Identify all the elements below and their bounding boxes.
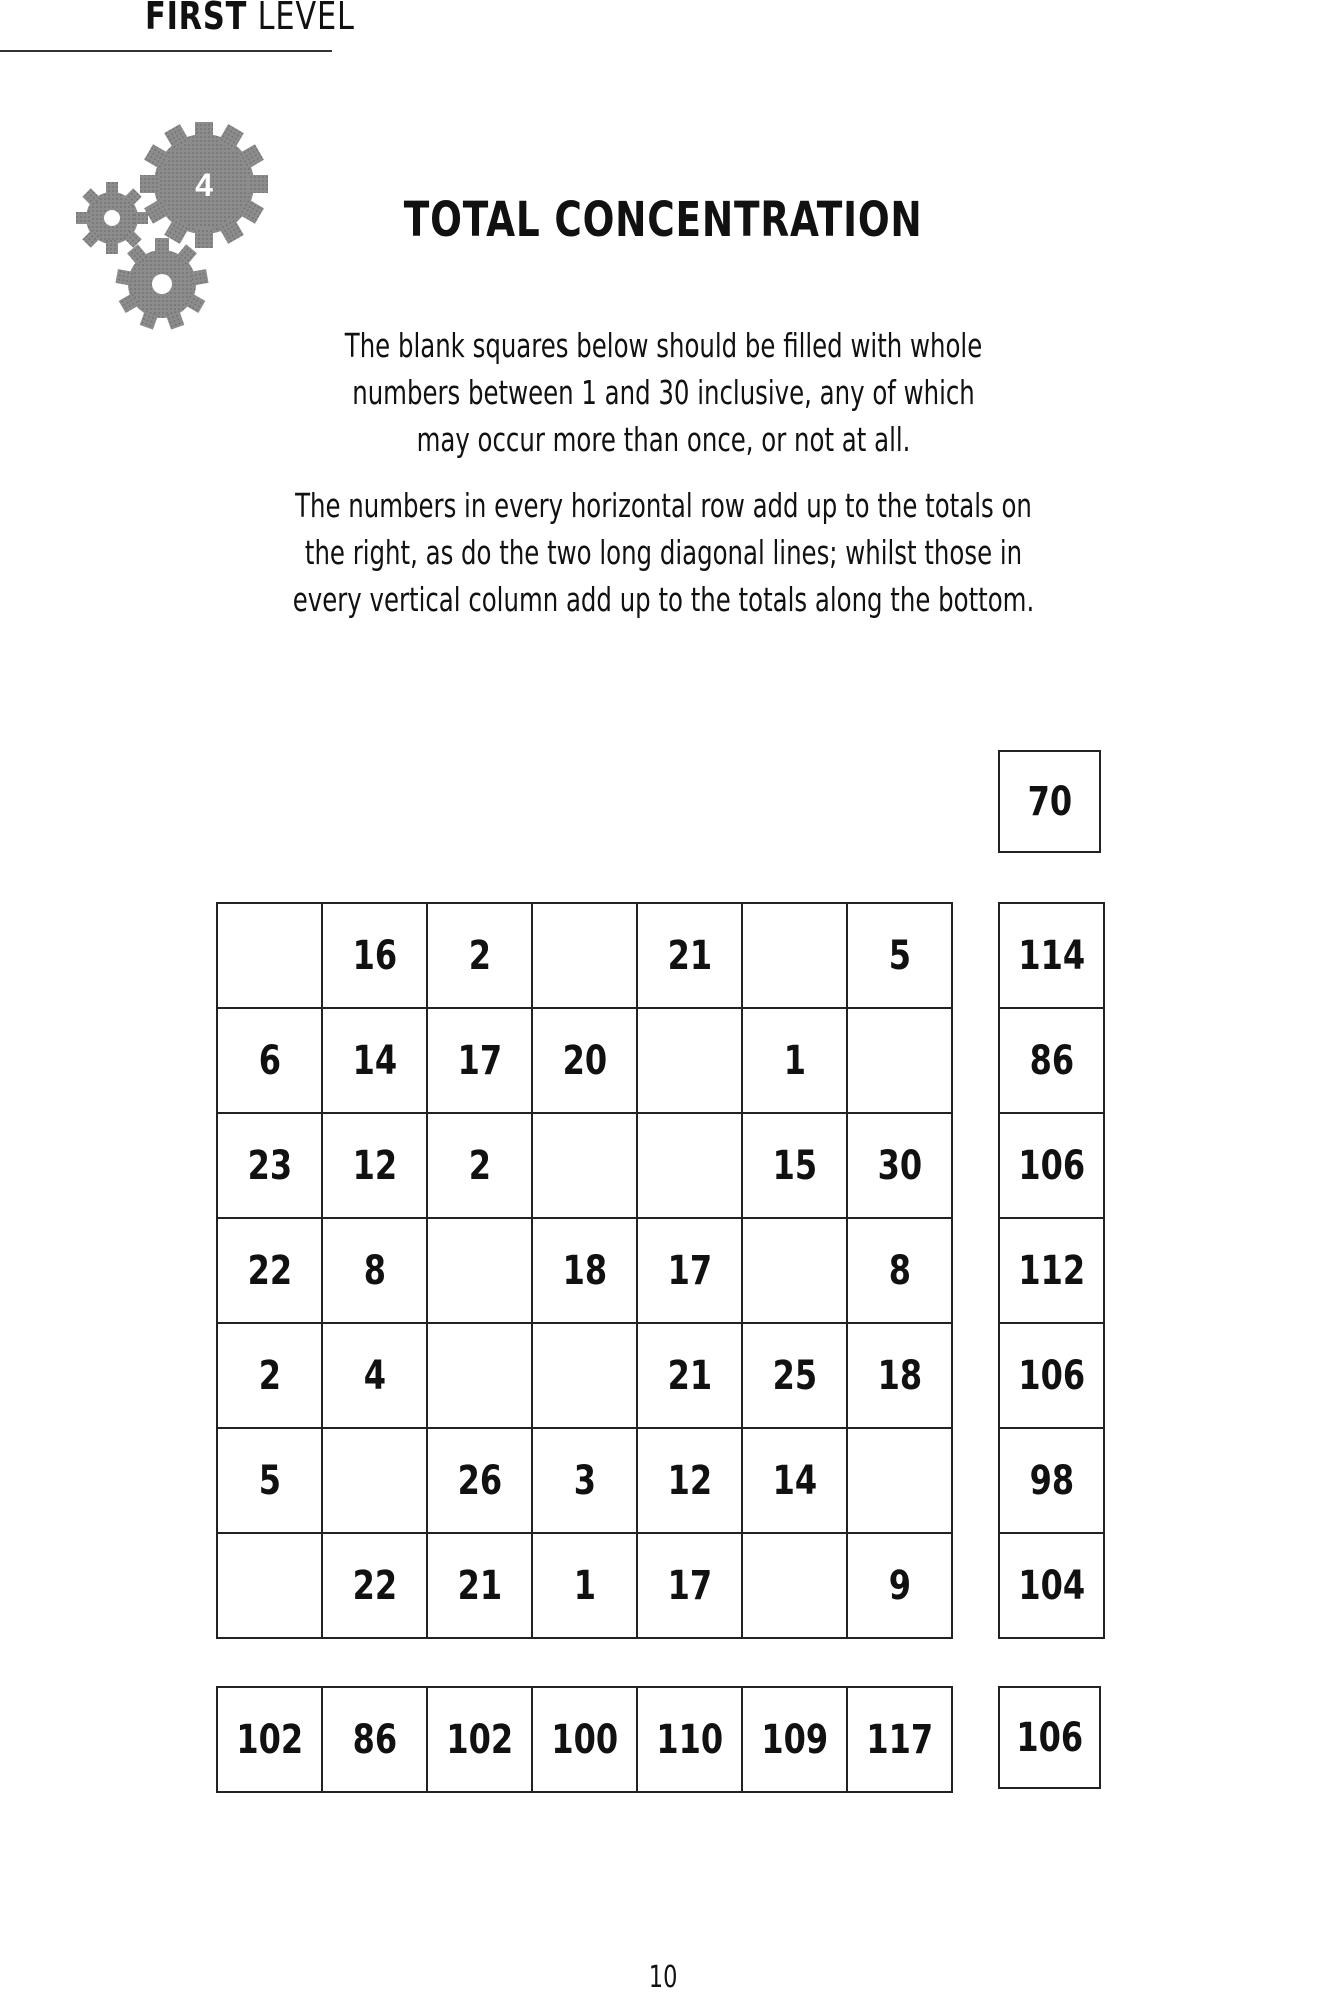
grid-cell[interactable] — [637, 1113, 742, 1218]
page-number: 10 — [649, 1960, 678, 1995]
grid-cell[interactable]: 22 — [217, 1218, 322, 1323]
column-total: 102 — [427, 1687, 532, 1792]
puzzle-title: TOTAL CONCENTRATION — [403, 192, 923, 248]
row-total: 114 — [999, 903, 1104, 1008]
grid-row — [217, 1008, 952, 1113]
grid-cell[interactable]: 4 — [322, 1323, 427, 1428]
instructions-paragraph-2 — [0, 482, 1327, 623]
level-label-light: LEVEL — [257, 0, 355, 38]
diagonal-total-bottom: 106 — [998, 1686, 1101, 1789]
grid-cell[interactable]: 9 — [847, 1533, 952, 1638]
grid-row — [217, 903, 952, 1008]
grid-cell[interactable]: 8 — [322, 1218, 427, 1323]
level-label — [145, 0, 355, 38]
page-header — [0, 0, 355, 52]
grid-cell[interactable] — [322, 1428, 427, 1533]
row-total: 106 — [999, 1113, 1104, 1218]
grid-cell[interactable] — [532, 1113, 637, 1218]
row-total: 106 — [999, 1323, 1104, 1428]
grid-cell[interactable]: 30 — [847, 1113, 952, 1218]
grid-cell[interactable]: 2 — [427, 903, 532, 1008]
grid-cell[interactable] — [532, 1323, 637, 1428]
grid-cell[interactable]: 21 — [427, 1533, 532, 1638]
grid-cell[interactable]: 8 — [847, 1218, 952, 1323]
grid-row — [217, 1218, 952, 1323]
grid-cell[interactable] — [217, 1533, 322, 1638]
grid-cell[interactable]: 21 — [637, 1323, 742, 1428]
grid-cell[interactable]: 18 — [532, 1218, 637, 1323]
grid-cell[interactable] — [427, 1323, 532, 1428]
grid-cell[interactable]: 12 — [322, 1113, 427, 1218]
grid-cell[interactable]: 6 — [217, 1008, 322, 1113]
grid-cell[interactable]: 15 — [742, 1113, 847, 1218]
diagonal-total-top: 70 — [998, 750, 1101, 853]
grid-cell[interactable]: 23 — [217, 1113, 322, 1218]
grid-row — [217, 1428, 952, 1533]
column-total: 117 — [847, 1687, 952, 1792]
grid-cell[interactable]: 17 — [427, 1008, 532, 1113]
grid-row — [217, 1323, 952, 1428]
column-total: 102 — [217, 1687, 322, 1792]
grid-cell[interactable] — [742, 1533, 847, 1638]
row-total: 98 — [999, 1428, 1104, 1533]
instruction-line: the right, as do the two long diagonal lines; whilst those in — [304, 533, 1023, 572]
level-label-bold: FIRST — [145, 0, 248, 38]
row-totals — [998, 902, 1105, 1639]
grid-cell[interactable]: 17 — [637, 1218, 742, 1323]
row-total: 86 — [999, 1008, 1104, 1113]
grid-cell[interactable]: 1 — [742, 1008, 847, 1113]
grid-cell[interactable]: 2 — [217, 1323, 322, 1428]
grid-row — [217, 1533, 952, 1638]
grid-cell[interactable]: 12 — [637, 1428, 742, 1533]
grid-cell[interactable]: 5 — [217, 1428, 322, 1533]
grid-cell[interactable] — [532, 903, 637, 1008]
row-total: 112 — [999, 1218, 1104, 1323]
column-total: 110 — [637, 1687, 742, 1792]
grid-cell[interactable]: 17 — [637, 1533, 742, 1638]
instruction-line: The numbers in every horizontal row add up to the totals on — [295, 486, 1032, 525]
column-total: 100 — [532, 1687, 637, 1792]
grid-cell[interactable]: 20 — [532, 1008, 637, 1113]
puzzle-grid — [216, 902, 953, 1639]
puzzle-number: 4 — [195, 167, 213, 203]
column-total: 86 — [322, 1687, 427, 1792]
grid-cell[interactable] — [217, 903, 322, 1008]
column-totals — [216, 1686, 953, 1793]
instructions-paragraph-1 — [0, 322, 1327, 463]
grid-cell[interactable]: 2 — [427, 1113, 532, 1218]
instruction-line: every vertical column add up to the totals along the bottom. — [292, 580, 1035, 619]
grid-cell[interactable]: 5 — [847, 903, 952, 1008]
grid-cell[interactable] — [427, 1218, 532, 1323]
grid-cell[interactable]: 1 — [532, 1533, 637, 1638]
grid-cell[interactable]: 26 — [427, 1428, 532, 1533]
grid-cell[interactable]: 18 — [847, 1323, 952, 1428]
grid-cell[interactable] — [742, 903, 847, 1008]
grid-cell[interactable] — [847, 1008, 952, 1113]
grid-cell[interactable]: 14 — [322, 1008, 427, 1113]
grid-cell[interactable]: 21 — [637, 903, 742, 1008]
instruction-line: The blank squares below should be filled with whole — [344, 326, 983, 365]
grid-cell[interactable] — [847, 1428, 952, 1533]
grid-cell[interactable]: 3 — [532, 1428, 637, 1533]
instruction-line: numbers between 1 and 30 inclusive, any of which — [352, 373, 975, 412]
grid-cell[interactable]: 16 — [322, 903, 427, 1008]
instruction-line: may occur more than once, or not at all. — [416, 420, 911, 459]
grid-row — [217, 1113, 952, 1218]
column-total: 109 — [742, 1687, 847, 1792]
grid-cell[interactable] — [742, 1218, 847, 1323]
grid-cell[interactable]: 14 — [742, 1428, 847, 1533]
grid-cell[interactable]: 22 — [322, 1533, 427, 1638]
grid-cell[interactable]: 25 — [742, 1323, 847, 1428]
row-total: 104 — [999, 1533, 1104, 1638]
grid-cell[interactable] — [637, 1008, 742, 1113]
